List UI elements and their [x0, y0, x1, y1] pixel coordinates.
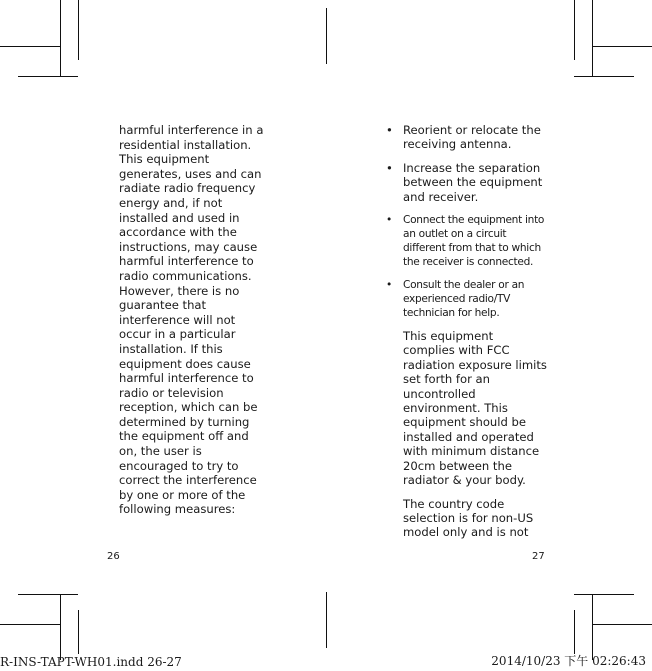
page-number-left: 26	[107, 551, 120, 562]
bullet-text: Increase the separation between the equipment and receiver.	[403, 160, 543, 204]
slug-filename: R-INS-TAPT-WH01.indd 26-27	[0, 655, 182, 669]
crop-mark	[0, 624, 60, 625]
left-page-body	[119, 123, 264, 517]
right-page-paragraph: This equipment complies with FCC radiation exposure limits set forth for an uncontrolled environment. This equipment should be installed and operated with minimum distance 20cm between the radiator & your body.	[403, 329, 547, 488]
bullet-dot: •	[386, 279, 392, 292]
crop-mark	[592, 0, 593, 76]
crop-mark	[18, 76, 78, 77]
crop-mark	[78, 0, 79, 60]
page-number-right: 27	[532, 551, 545, 562]
crop-mark	[326, 592, 327, 648]
bullet-dot: •	[386, 214, 392, 227]
bullet-dot: •	[386, 160, 393, 175]
bullet-item	[386, 278, 548, 320]
crop-mark	[592, 624, 652, 625]
bullet-item	[386, 161, 548, 204]
crop-mark	[18, 594, 78, 595]
left-page-paragraph: harmful interference in a residential installation. This equipment generates, uses and can radiate radio frequency energy and, if not installed and used in accordance with the instructions, may cause harmful interference to radio communications. However, there is no guarantee that interference will not occur in a particular installation. If this equipment does cause harmful interference to radio or television reception, which can be determined by turning the equipment off and on, the user is encouraged to try to correct the interference by one or more of the following measures:	[119, 123, 264, 517]
crop-mark	[60, 0, 61, 76]
bullet-item	[386, 213, 548, 269]
crop-mark	[592, 46, 652, 47]
crop-mark	[592, 594, 593, 660]
crop-mark	[574, 594, 634, 595]
crop-mark	[78, 610, 79, 654]
crop-mark	[326, 8, 327, 64]
crop-mark	[574, 610, 575, 654]
bullet-item	[386, 123, 548, 152]
bullet-dot: •	[386, 123, 393, 137]
right-page-body	[386, 123, 548, 549]
crop-mark	[0, 46, 60, 47]
crop-mark	[60, 594, 61, 660]
crop-mark	[574, 76, 634, 77]
slug-timestamp: 2014/10/23 下午 02:26:43	[491, 654, 646, 668]
crop-mark	[574, 0, 575, 60]
bullet-text: Connect the equipment into an outlet on a circuit different from that to which the receiver is connected.	[403, 214, 545, 269]
bullet-text: Reorient or relocate the receiving antenna.	[403, 123, 541, 152]
right-page-paragraph: The country code selection is for non-US model only and is not	[403, 496, 534, 540]
bullet-text: Consult the dealer or an experienced radio/TV technician for help.	[403, 279, 525, 320]
